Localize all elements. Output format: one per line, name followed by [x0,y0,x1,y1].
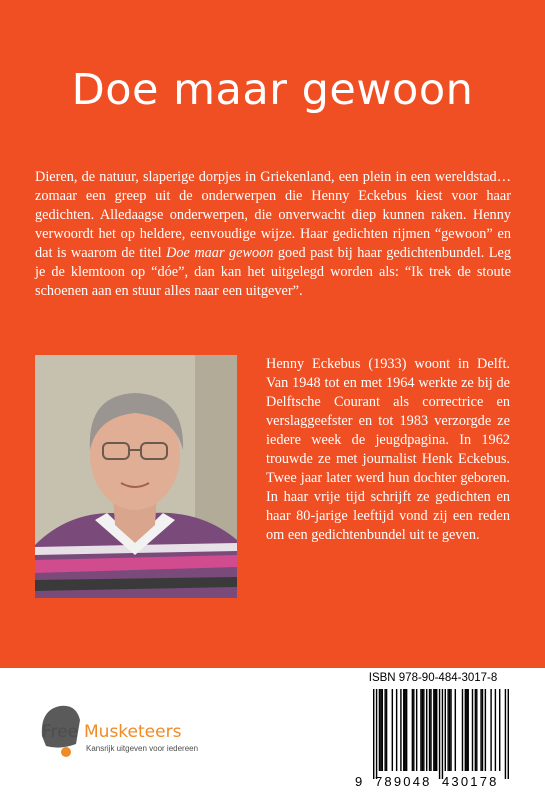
barcode-bar [386,689,387,771]
barcode-bar [403,689,404,771]
barcode-bar [382,689,383,771]
barcode-bar [450,689,451,771]
barcode-bar [426,689,427,771]
barcode-bar [396,689,397,771]
barcode-bar [413,689,414,771]
blurb-italic-title: Doe maar gewoon [166,245,274,261]
barcode-bar [480,689,481,771]
barcode-bar [384,689,385,771]
barcode-bar [436,689,437,771]
barcode-bar [392,689,393,771]
barcode-bar [490,689,491,771]
barcode-bar [455,689,456,771]
barcode-bar [433,689,434,771]
isbn-label: ISBN 978-90-484-3017-8 [368,672,498,684]
barcode-bar [499,689,500,771]
barcode-bar [476,689,477,771]
barcode-bar [467,689,468,771]
barcode-bar [447,689,448,771]
barcode-bar [485,689,486,771]
barcode-bar [472,689,473,771]
barcode-bar [379,689,380,771]
barcode-bar [380,689,381,771]
barcode-image [363,689,509,779]
barcode-bar [416,689,417,771]
barcode-bar [423,689,424,771]
barcode-bar [442,689,443,779]
publisher-logo [36,700,246,760]
publisher-tagline: Kansrijk uitgeven voor iedereen [86,744,199,753]
publisher-name-musketeers: Musketeers [84,722,182,742]
barcode-bar [420,689,421,771]
blurb-part-1: Dieren, de natuur, slaperige dorpjes in Griekenland, een plein in een wereldstad… zomaar een greep uit de onderwerpen die Henny Eckebus kiest voor haar gedichten. Alledaagse onderwerpen, die onverwacht diep kunnen raken. Henny verwoordt het op heldere, eenvoudige wijze. Haar gedichten rijmen “gewoon” en dat is waarom de titel [35,169,511,261]
barcode-bar [508,689,509,779]
barcode-bar [429,689,430,771]
publisher-name-free: Free [42,722,79,742]
barcode-bar [400,689,401,771]
author-portrait-image [35,355,237,598]
blurb-text [35,168,511,301]
barcode-bar [466,689,467,771]
barcode-bar [505,689,506,779]
book-title: Doe maar gewoon [71,65,474,115]
barcode-bar [412,689,413,771]
ean-first-digit: 9 [355,774,363,789]
barcode-bar [439,689,440,779]
barcode-bar [373,689,374,779]
barcode-bar [404,689,405,771]
barcode-bar [482,689,483,771]
isbn-barcode-block [355,672,511,794]
barcode-bar [406,689,407,771]
barcode-bar [430,689,431,771]
author-bio [266,355,510,545]
barcode-bar [465,689,466,771]
ean-group-right: 430178 [442,774,499,789]
barcode-bar [376,689,377,779]
author-bio-text: Henny Eckebus (1933) woont in Delft. Van 1948 tot en met 1964 werkte ze bij de Delftsche Courant als correctrice en verslaggeefster en tot 1983 verzorgde ze iedere week de jeugdpagina. In 1962 trouwde ze met journalist Henk Eckebus. Twee jaar later werd hun dochter geboren. In haar vrije tijd schrijft ze gedichten en haar 80-jarige leeftijd vond zij een reden om een gedichtenbundel uit te geven. [266,356,510,543]
barcode-bar [449,689,450,771]
barcode-bar [435,689,436,771]
barcode-bar [495,689,496,771]
ean-group-left: 789048 [375,774,432,789]
barcode-bar [462,689,463,771]
author-photo [35,355,237,598]
blurb-part-2: goed past bij haar gedichtenbundel. Leg je de klemtoon op “dóe”, dan kan het uitgelegd worden als: “Ik trek de stoute schoenen aan en stuur alles naar een uitgever”. [35,245,511,299]
barcode-bar [445,689,446,771]
barcode-bar [422,689,423,771]
barcode-bar [475,689,476,771]
